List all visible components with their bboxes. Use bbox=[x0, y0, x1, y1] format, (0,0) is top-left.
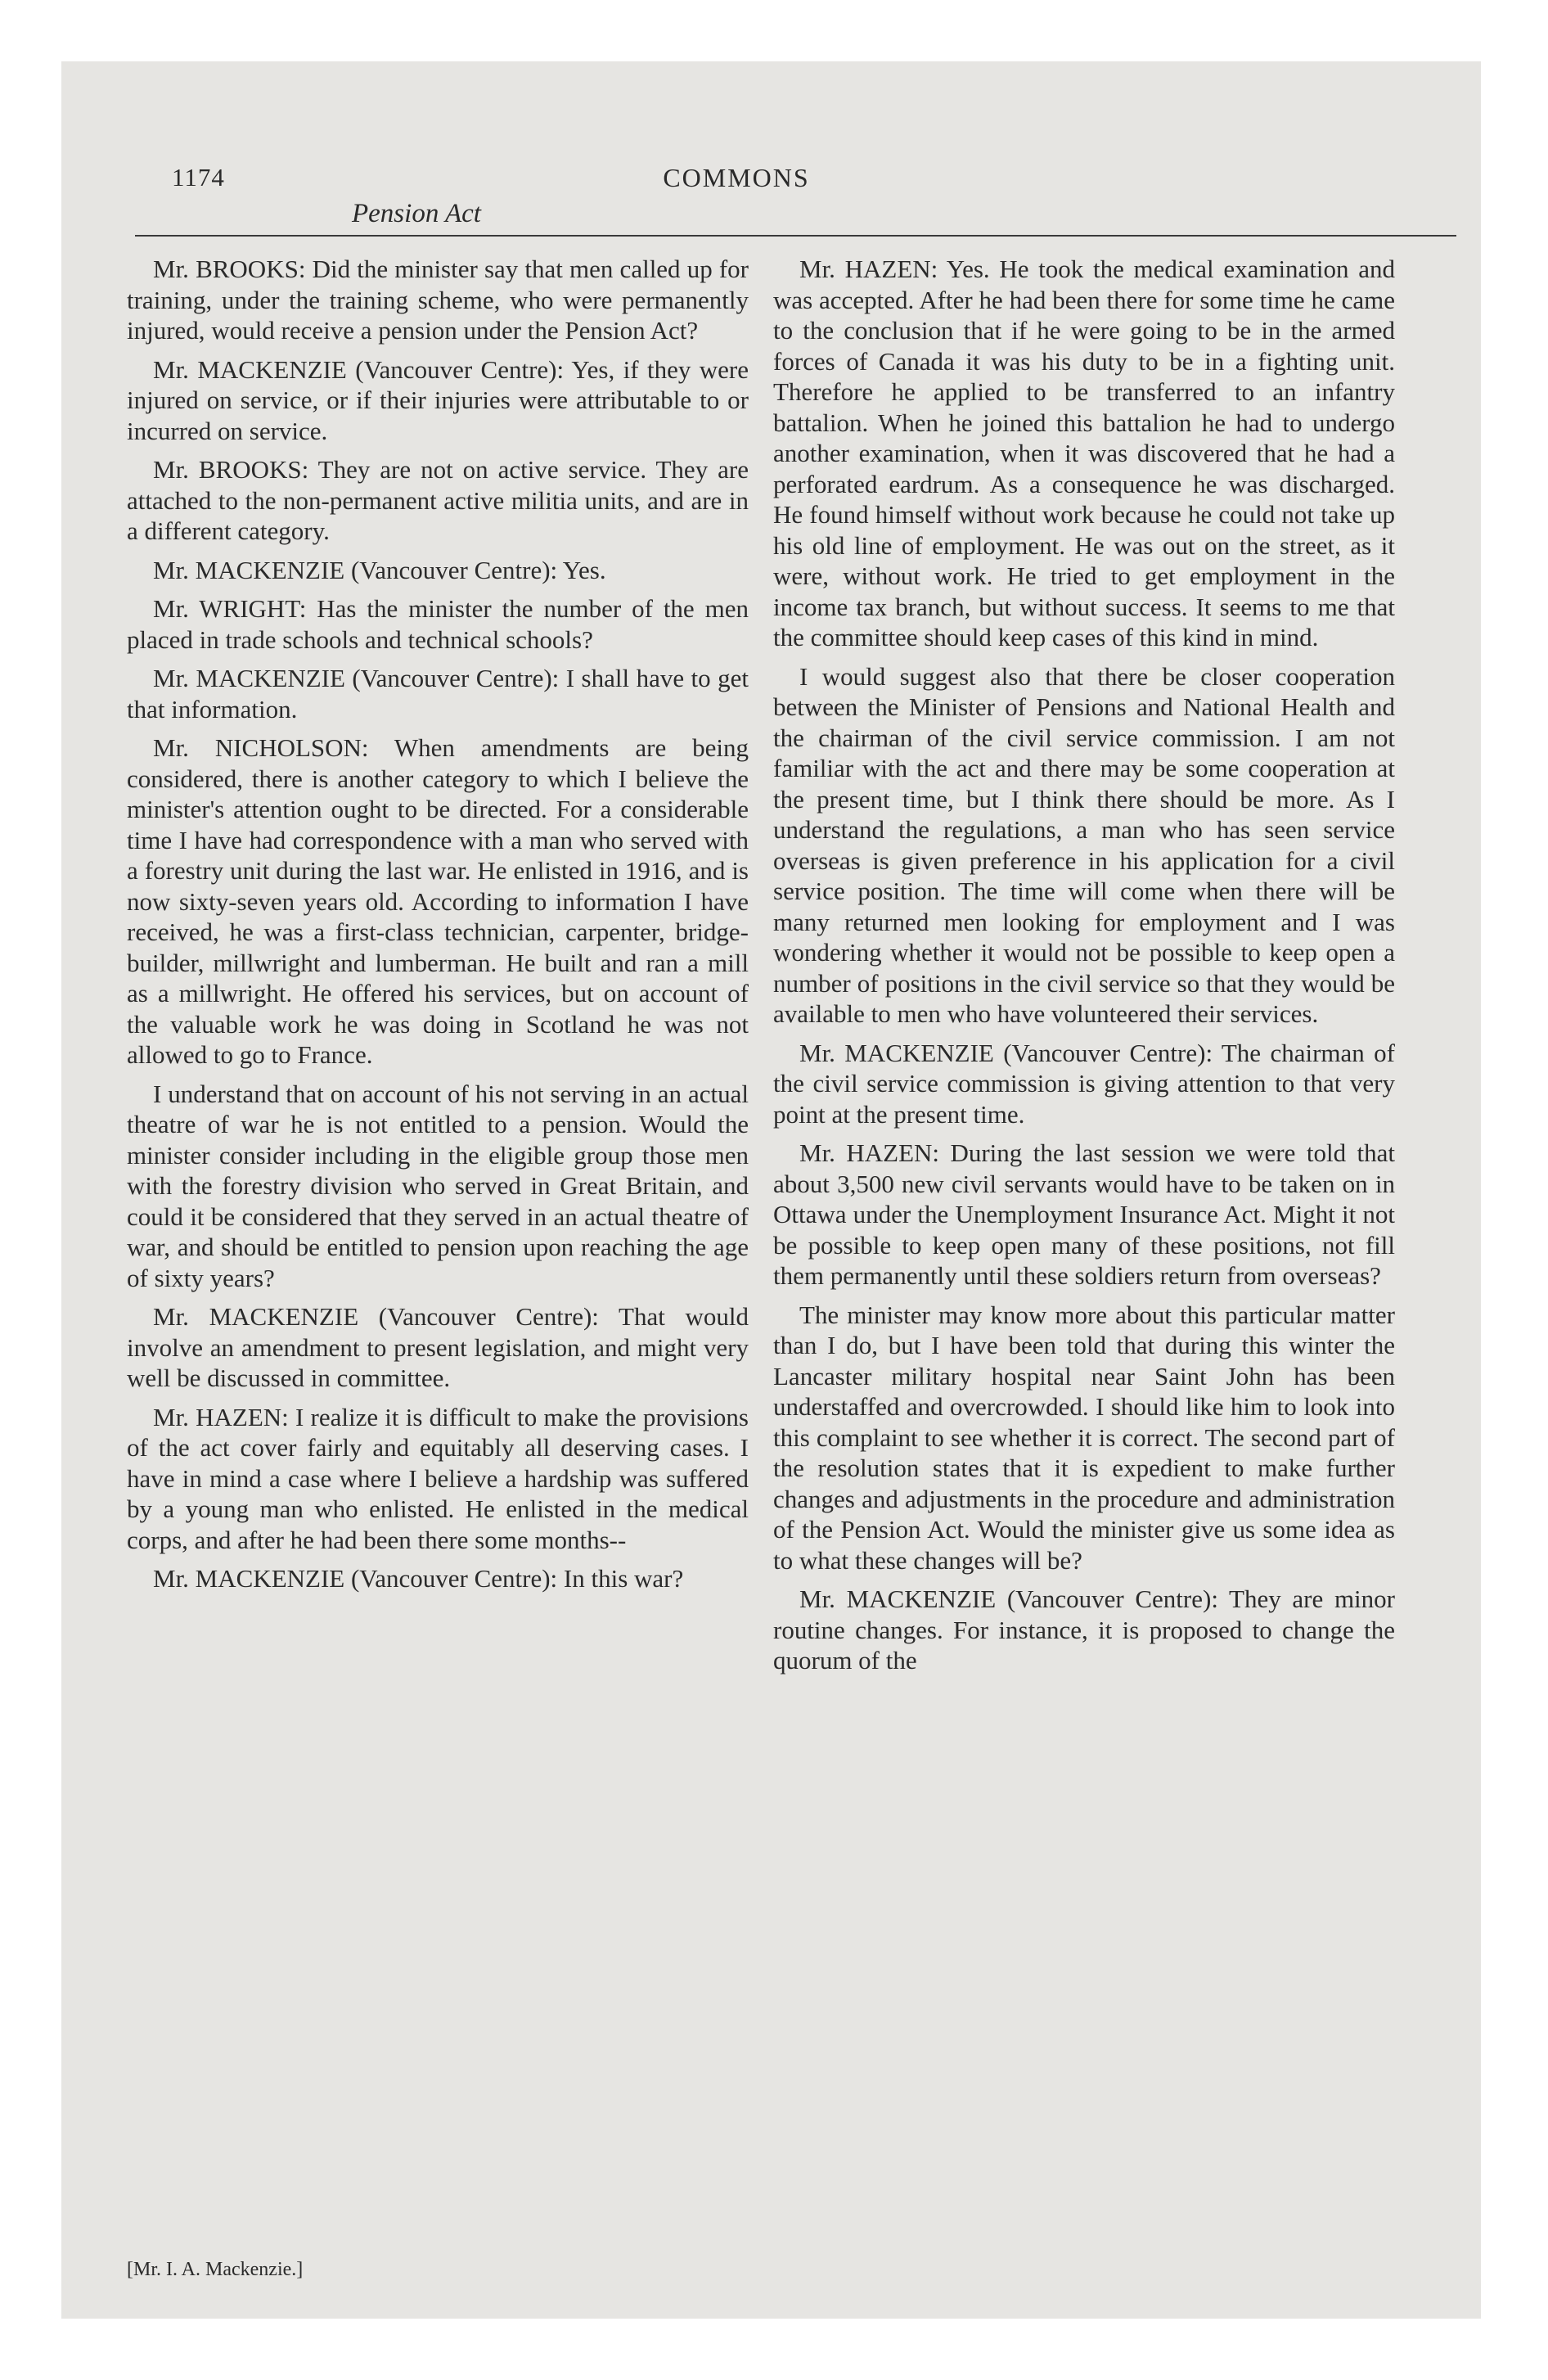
page-sheet bbox=[61, 61, 1481, 2319]
paragraph: Mr. BROOKS: They are not on active service. They are attached to the non-permanent active militia units, and are in a different category. bbox=[127, 455, 749, 545]
speaker-footer-note: [Mr. I. A. Mackenzie.] bbox=[127, 2259, 304, 2280]
paragraph: Mr. NICHOLSON: When amendments are being considered, there is another category to which I believe the minister's attention ought to be directed. For a considerable time I have had correspondence with a man who served with a forestry unit during the last war. He enlisted in 1916, and is now sixty-seven years old. According to information I have received, he was a first-class technician, carpenter, bridge-builder, millwright and lumberman. He built and ran a mill as a millwright. He offered his services, but on account of the valuable work he was doing in Scotland he was not allowed to go to France. bbox=[127, 733, 749, 1069]
page-number: 1174 bbox=[172, 163, 225, 192]
paragraph: Mr. MACKENZIE (Vancouver Centre): The chairman of the civil service commission is giving attention to that very point at the present time. bbox=[773, 1038, 1395, 1129]
paragraph: I understand that on account of his not serving in an actual theatre of war he is not entitled to a pension. Would the minister consider including in the eligible group those men with the forestry division who served in Great Britain, and could it be considered that they served in an actual theatre of war, and should be entitled to pension upon reaching the age of sixty years? bbox=[127, 1079, 749, 1292]
paragraph: I would suggest also that there be closer cooperation between the Minister of Pensions and National Health and the chairman of the civil service commission. I am not familiar with the act and there may be some cooperation at the present time, but I think there should be more. As I understand the regulations, a man who has seen service overseas is given preference in his application for a civil service position. The time will come when there will be many returned men looking for employment and I was wondering whether it would not be possible to keep open a number of positions in the civil service so that they would be available to men who have volunteered their services. bbox=[773, 661, 1395, 1028]
right-column bbox=[773, 254, 1395, 1684]
paragraph: Mr. MACKENZIE (Vancouver Centre): Yes, if they were injured on service, or if their injuries were attributable to or incurred on service. bbox=[127, 354, 749, 445]
left-column bbox=[127, 254, 749, 1602]
header-rule bbox=[135, 235, 1456, 237]
running-head: COMMONS bbox=[663, 163, 810, 192]
paragraph: Mr. HAZEN: I realize it is difficult to make the provisions of the act cover fairly and equitably all deserving cases. I have in mind a case where I believe a hardship was suffered by a young man who enlisted. He enlisted in the medical corps, and after he had been there some months-- bbox=[127, 1402, 749, 1554]
paragraph: Mr. HAZEN: Yes. He took the medical examination and was accepted. After he had been there for some time he came to the conclusion that if he were going to be in the armed forces of Canada it was his duty to be in a fighting unit. Therefore he applied to be transferred to an infantry battalion. When he joined this battalion he had to undergo another examination, when it was discovered that he had a perforated eardrum. As a consequence he was discharged. He found himself without work because he could not take up his old line of employment. He was out on the street, as it were, without work. He tried to get employment in the income tax branch, but without success. It seems to me that the committee should keep cases of this kind in mind. bbox=[773, 255, 1395, 651]
paragraph: The minister may know more about this particular matter than I do, but I have been told that during this winter the Lancaster military hospital near Saint John has been understaffed and overcrowded. I should like him to look into this complaint to see whether it is correct. The second part of the resolution states that it is expedient to make further changes and adjustments in the procedure and administration of the Pension Act. Would the minister give us some idea as to what these changes will be? bbox=[773, 1300, 1395, 1575]
section-title: Pension Act bbox=[352, 199, 481, 228]
paragraph: Mr. BROOKS: Did the minister say that men called up for training, under the training scheme, who were permanently injured, would receive a pension under the Pension Act? bbox=[127, 255, 749, 345]
paragraph: Mr. HAZEN: During the last session we were told that about 3,500 new civil servants would have to be taken on in Ottawa under the Unemployment Insurance Act. Might it not be possible to keep open many of these positions, not fill them permanently until these soldiers return from overseas? bbox=[773, 1138, 1395, 1290]
paragraph: Mr. MACKENZIE (Vancouver Centre): Yes. bbox=[153, 555, 606, 584]
paragraph: Mr. MACKENZIE (Vancouver Centre): In this war? bbox=[153, 1564, 684, 1593]
paragraph: Mr. MACKENZIE (Vancouver Centre): They are minor routine changes. For instance, it is proposed to change the quorum of the bbox=[773, 1584, 1395, 1675]
paragraph: Mr. WRIGHT: Has the minister the number of the men placed in trade schools and technical schools? bbox=[127, 594, 749, 654]
paragraph: Mr. MACKENZIE (Vancouver Centre): I shall have to get that information. bbox=[127, 664, 749, 723]
paragraph: Mr. MACKENZIE (Vancouver Centre): That would involve an amendment to present legislation, and might very well be discussed in committee. bbox=[127, 1302, 749, 1392]
page-header bbox=[61, 61, 1481, 258]
